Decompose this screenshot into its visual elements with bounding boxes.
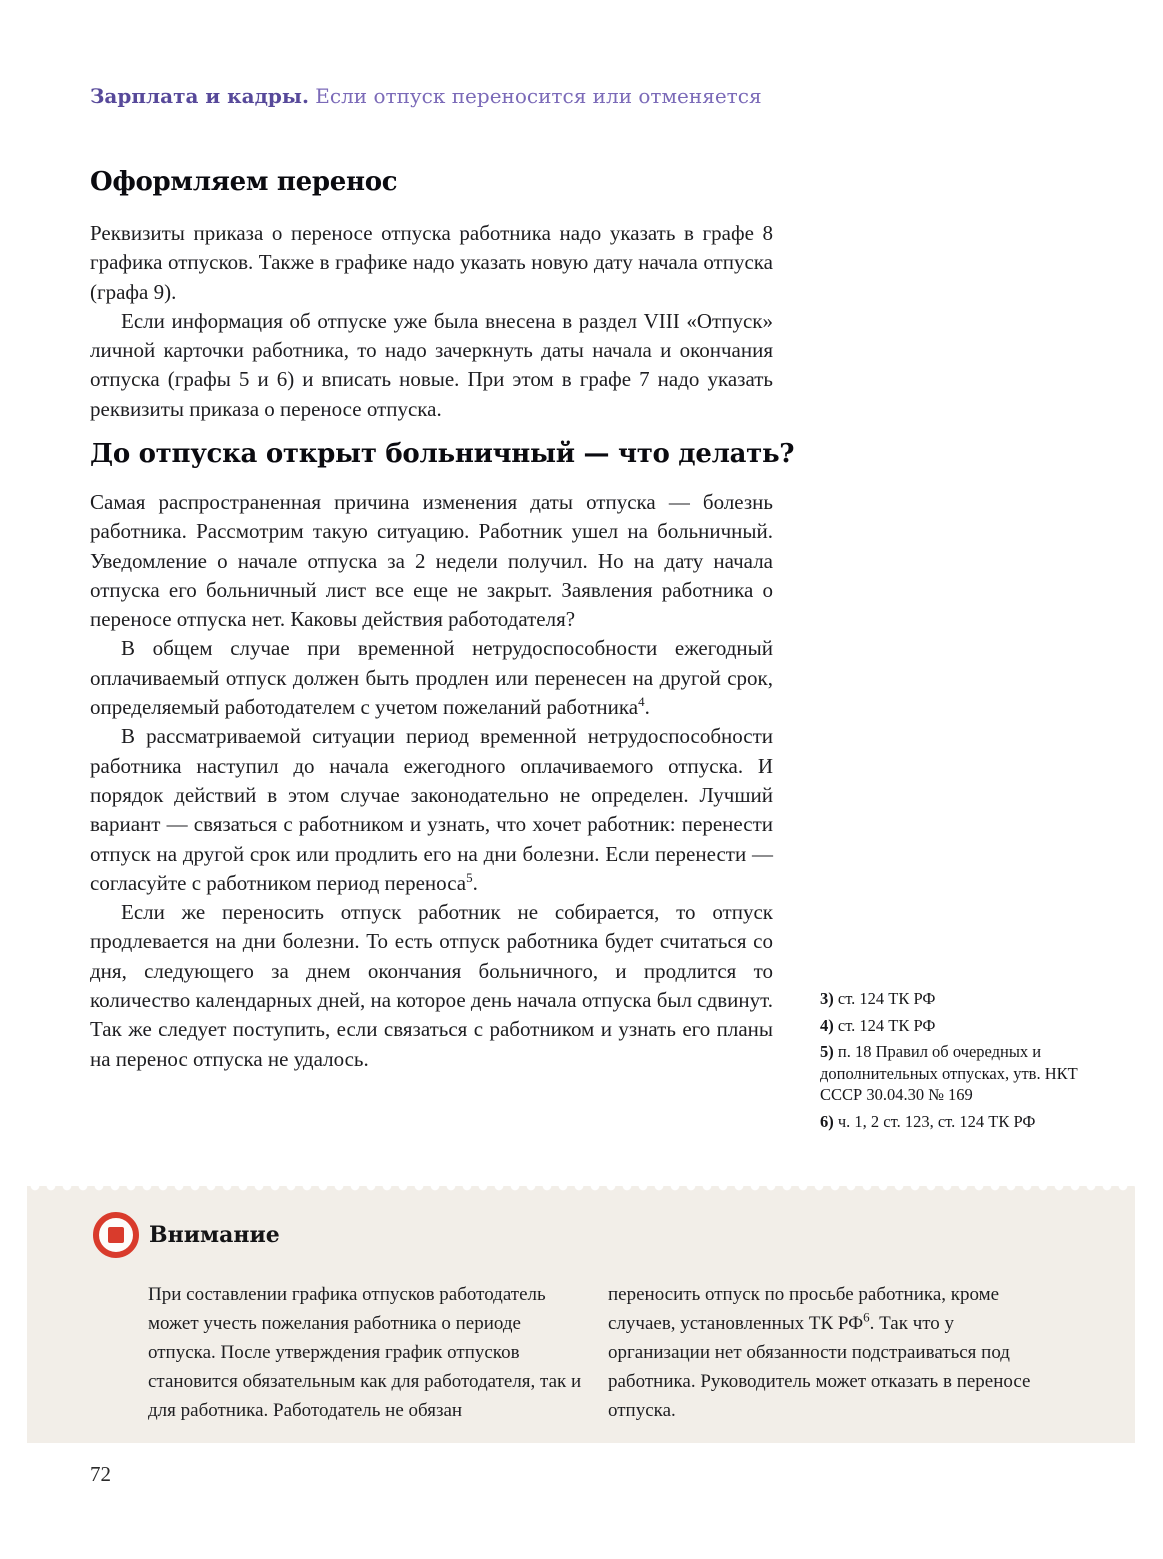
text-segment: Если информация об отпуске уже была внесена в раздел VIII «Отпуск» личной карточки работника, то надо зачеркнуть даты начала и окончания отпуска (графы 5 и 6) и вписать новые. При этом в графе 7 надо указать реквизиты приказа о переносе отпуска. bbox=[90, 308, 773, 421]
footnote: 3) ст. 124 ТК РФ bbox=[820, 989, 936, 1008]
attention-box bbox=[27, 1192, 1135, 1443]
section-body-2 bbox=[90, 488, 773, 1074]
page-number: 72 bbox=[90, 1462, 111, 1486]
text-segment: При составлении графика отпусков работодатель может учесть пожелания работника о периоде отпуска. После утверждения график отпусков становится обязательным как для работодателя, так и для работника. Работодатель не обязан bbox=[148, 1284, 582, 1421]
footnote: 6) ч. 1, 2 ст. 123, ст. 124 ТК РФ bbox=[820, 1111, 1036, 1131]
text-segment: . bbox=[472, 870, 478, 895]
attention-icon bbox=[93, 1212, 139, 1258]
text-segment: Реквизиты приказа о переносе отпуска работника надо указать в графе 8 графика отпусков. Также в графике надо указать новую дату начала отпуска (графа 9). bbox=[90, 221, 773, 304]
footnote-reference: 6 bbox=[863, 1309, 870, 1325]
text-segment: Самая распространенная причина изменения даты отпуска — болезнь работника. Рассмотрим такую ситуацию. Работник ушел на больничный. Уведомление о начале отпуска за 2 недели получил. Но на дату начала отпуска его больничный лист все еще не закрыт. Заявления работника о переносе отпуска нет. Каковы действия работодателя? bbox=[90, 490, 773, 632]
footnotes-list bbox=[820, 988, 1084, 1137]
paragraph bbox=[90, 219, 773, 307]
text-segment: В общем случае при временной нетрудоспособности ежегодный оплачиваемый отпуск должен быть продлен или перенесен на другой срок, определяемый работодателем с учетом пожеланий работника bbox=[90, 636, 773, 720]
paragraph bbox=[90, 898, 773, 1074]
masthead bbox=[90, 84, 762, 108]
text-segment: В рассматриваемой ситуации период временной нетрудоспособности работника наступил до начала ежегодного оплачиваемого отпуска. И порядок действий в этом случае законодательно не определен. Лучший вариант — связаться с работником и узнать, что хочет работник: перенести отпуск на другой срок или продлить его на дни болезни. Если перенести — согласуйте с работником период переноса bbox=[90, 724, 773, 895]
attention-title: Внимание bbox=[149, 1222, 280, 1248]
paragraph bbox=[90, 488, 773, 634]
paragraph bbox=[90, 722, 773, 898]
footnote: 4) ст. 124 ТК РФ bbox=[820, 1015, 936, 1035]
attention-column-right bbox=[608, 1280, 1058, 1425]
masthead-topic: Если отпуск переносится или отменяется bbox=[315, 84, 762, 108]
text-segment: . bbox=[644, 695, 650, 720]
text-segment: . Так что у организации нет обязанности подстраиваться под работника. Руководитель может отказать в переносе отпуска. bbox=[608, 1313, 1031, 1421]
section-title-oformlyaem-perenos: Оформляем перенос bbox=[90, 167, 398, 197]
footnote-number: 5) bbox=[820, 1042, 838, 1061]
section-body-1 bbox=[90, 219, 773, 424]
section-title-bolnichny: До отпуска открыт больничный — что делать? bbox=[90, 439, 795, 469]
text-segment: переносить отпуск по просьбе работника, кроме случаев, установленных ТК РФ bbox=[608, 1284, 1000, 1334]
paragraph bbox=[608, 1280, 1058, 1425]
footnote-number: 3) bbox=[820, 989, 838, 1008]
footnote: 5) п. 18 Правил об очередных и дополнительных отпусках, утв. НКТ СССР 30.04.30 № 169 bbox=[820, 1042, 1078, 1104]
attention-column-left bbox=[148, 1280, 585, 1425]
paragraph bbox=[90, 634, 773, 722]
footnote-number: 6) bbox=[820, 1111, 838, 1131]
text-segment: Если же переносить отпуск работник не собирается, то отпуск продлевается на дни болезни. То есть отпуск работника будет считаться со дня, следующего за днем окончания больничного, и продлится то количество календарных дней, на которое день начала отпуска был сдвинут. Так же следует поступить, если связаться с работником и узнать его планы на перенос отпуска не удалось. bbox=[90, 900, 774, 1071]
paragraph bbox=[90, 307, 773, 424]
footnote-reference: 5 bbox=[466, 869, 473, 885]
masthead-brand: Зарплата и кадры. bbox=[90, 84, 309, 108]
paragraph bbox=[148, 1280, 585, 1425]
footnote-reference: 4 bbox=[638, 694, 645, 710]
footnote-number: 4) bbox=[820, 1015, 838, 1035]
